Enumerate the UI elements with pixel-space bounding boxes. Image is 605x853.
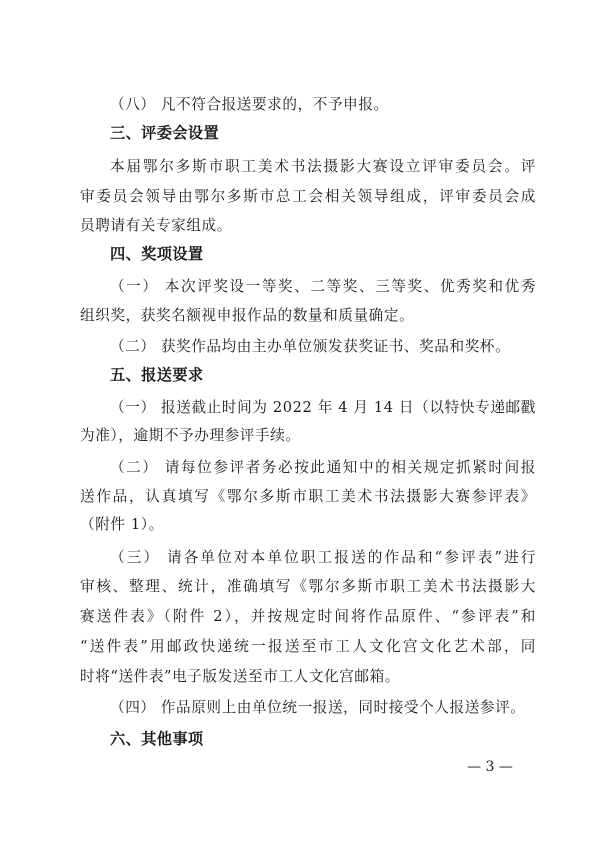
section-5-heading: 五、报送要求 bbox=[110, 366, 204, 384]
section-5-item-3-line-1: （三） 请各单位对本单位职工报送的作品和“参评表”进行 bbox=[110, 549, 536, 566]
section-4-item-1-line-1: （一） 本次评奖设一等奖、二等奖、三等奖、优秀奖和优秀 bbox=[110, 278, 536, 295]
section-5-item-3-line-5: 时将“送件表”电子版发送至市工人文化宫邮箱。 bbox=[80, 668, 400, 685]
section-5-item-3-line-3: 赛送件表》（附件 2），并按规定时间将作品原件、“参评表”和 bbox=[80, 608, 536, 625]
section-5-item-3-line-4: “送件表”用邮政快递统一报送至市工人文化宫文化艺术部，同 bbox=[80, 638, 536, 655]
section-5-item-1-line-2: 为准），逾期不予办理参评手续。 bbox=[80, 427, 301, 444]
section-4-item-2-text: （二） 获奖作品均由主办单位颁发获奖证书、奖品和奖杯。 bbox=[110, 338, 511, 355]
section-3-para-line-2: 审委员会领导由鄂尔多斯市总工会相关领导组成，评审委员会成 bbox=[80, 188, 536, 205]
section-3-para-line-3: 员聘请有关专家组成。 bbox=[80, 217, 232, 234]
clause-8-text: （八） 凡不符合报送要求的，不予申报。 bbox=[110, 96, 389, 113]
section-4-heading: 四、奖项设置 bbox=[110, 245, 204, 263]
section-4-item-1-line-2: 组织奖，获奖名额视申报作品的数量和质量确定。 bbox=[80, 307, 415, 324]
section-5-item-2-line-1: （二） 请每位参评者务必按此通知中的相关规定抓紧时间报 bbox=[110, 459, 536, 476]
section-6-heading: 六、其他事项 bbox=[110, 730, 204, 748]
section-5-item-4-text: （四） 作品原则上由单位统一报送，同时接受个人报送参评。 bbox=[110, 699, 526, 716]
section-3-heading: 三、评委会设置 bbox=[110, 124, 220, 142]
section-3-para-line-1: 本届鄂尔多斯市职工美术书法摄影大赛设立评审委员会。评 bbox=[110, 158, 536, 175]
section-5-item-2-line-2: 送作品，认真填写《鄂尔多斯市职工美术书法摄影大赛参评表》 bbox=[80, 488, 536, 505]
section-5-item-2-line-3: （附件 1）。 bbox=[80, 516, 164, 533]
section-5-item-3-line-2: 审核、整理、统计，准确填写《鄂尔多斯市职工美术书法摄影大 bbox=[80, 578, 536, 595]
page-number: — 3 — bbox=[467, 759, 513, 775]
section-5-item-1-line-1: （一） 报送截止时间为 2022 年 4 月 14 日（以特快专递邮戳 bbox=[110, 399, 536, 416]
